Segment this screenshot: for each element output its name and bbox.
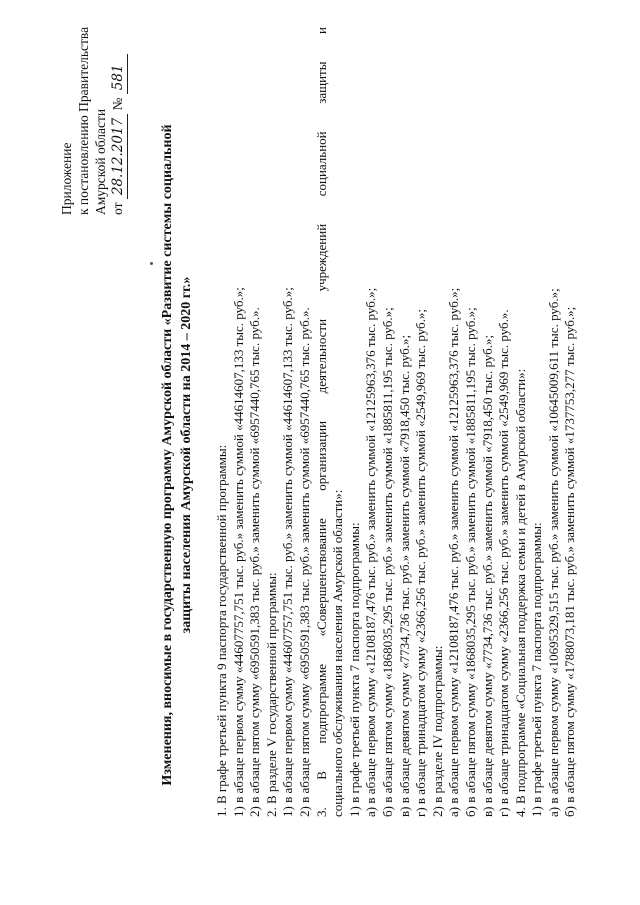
appendix-date-number (109, 15, 128, 215)
body-line: а) в абзаце первом сумму «12108187,476 тыс. руб.» заменить суммой «12125963,376 тыс. руб.»; (363, 287, 379, 817)
appendix-label: Приложение (59, 142, 74, 215)
body-line: 1) в графе третьей пункта 7 паспорта подпрограммы: (346, 522, 362, 817)
body-line: г) в абзаце тринадцатом сумму «2366,256 тыс. руб.» заменить суммой «2549,969 тыс. руб.»; (413, 308, 429, 817)
title-line-2: защиты населения Амурской области на 2014 – 2020 гг.» (179, 276, 194, 634)
scan-speck (150, 262, 153, 265)
body-line: б) в абзаце пятом сумму «1868035,295 тыс. руб.» заменить суммой «1885811,195 тыс. руб.»; (462, 307, 478, 817)
document-title (158, 45, 196, 865)
document-body (214, 27, 579, 817)
body-line: г) в абзаце тринадцатом сумму «2366,256 тыс. руб.» заменить суммой «2549,969 тыс. руб.». (496, 309, 512, 817)
body-line: 2) в абзаце пятом сумму «6950591,383 тыс. руб.» заменить суммой «6957440,765 тыс. руб.». (247, 307, 263, 817)
body-line: 4. В подпрограмме «Социальная поддержка семьи и детей в Амурской области»: (512, 368, 528, 817)
body-line: а) в абзаце первом сумму «12108187,476 тыс. руб.» заменить суммой «12125963,376 тыс. руб.»; (446, 287, 462, 817)
number-prefix: № (110, 97, 125, 111)
handwritten-date: 28.12.2017 (110, 114, 128, 199)
body-line: в) в абзаце девятом сумму «7734,736 тыс. руб.» заменить суммой «7918,450 тыс. руб.»; (479, 334, 495, 817)
appendix-region: Амурской области (93, 108, 108, 215)
body-line: 1) в абзаце первом сумму «44607757,751 тыс. руб.» заменить суммой «44614607,133 тыс. руб.»; (280, 287, 296, 817)
body-line: б) в абзаце пятом сумму «1788073,181 тыс. руб.» заменить суммой «1737753,277 тыс. руб.»; (562, 306, 578, 817)
body-line: 2) в абзаце пятом сумму «6950591,383 тыс. руб.» заменить суммой «6957440,765 тыс. руб.». (296, 307, 312, 817)
title-line-1: Изменения, вносимые в государственную программу Амурской области «Развитие системы социальной (160, 124, 175, 786)
body-line: б) в абзаце пятом сумму «1868035,295 тыс. руб.» заменить суммой «1885811,195 тыс. руб.»; (379, 307, 395, 817)
body-line: 2. В разделе V государственной программы: (263, 572, 279, 817)
body-line: 1. В графе третьей пункта 9 паспорта государственной программы: (214, 444, 229, 817)
date-prefix: от (110, 202, 125, 215)
body-line: социального обслуживания населения Амурской области»: (330, 489, 346, 817)
handwritten-number: 581 (110, 54, 128, 94)
appendix-resolution-ref: к постановлению Правительства (76, 26, 91, 215)
body-line: 1) в графе третьей пункта 7 паспорта подпрограммы: (529, 522, 545, 817)
appendix-stamp (58, 15, 128, 215)
body-line: 3. В подпрограмме «Совершенствование организации деятельности учреждений социальной защиты и (313, 27, 329, 817)
body-line: в) в абзаце девятом сумму «7734,736 тыс. руб.» заменить суммой «7918,450 тыс. руб.»; (396, 334, 412, 817)
body-line: а) в абзаце первом сумму «10695329,515 тыс. руб.» заменить суммой «10645009,611 тыс. руб.»; (545, 288, 561, 817)
body-line: 1) в абзаце первом сумму «44607757,751 тыс. руб.» заменить суммой «44614607,133 тыс. руб.»; (230, 287, 246, 817)
body-line: 2) в разделе IV подпрограммы: (429, 645, 445, 817)
